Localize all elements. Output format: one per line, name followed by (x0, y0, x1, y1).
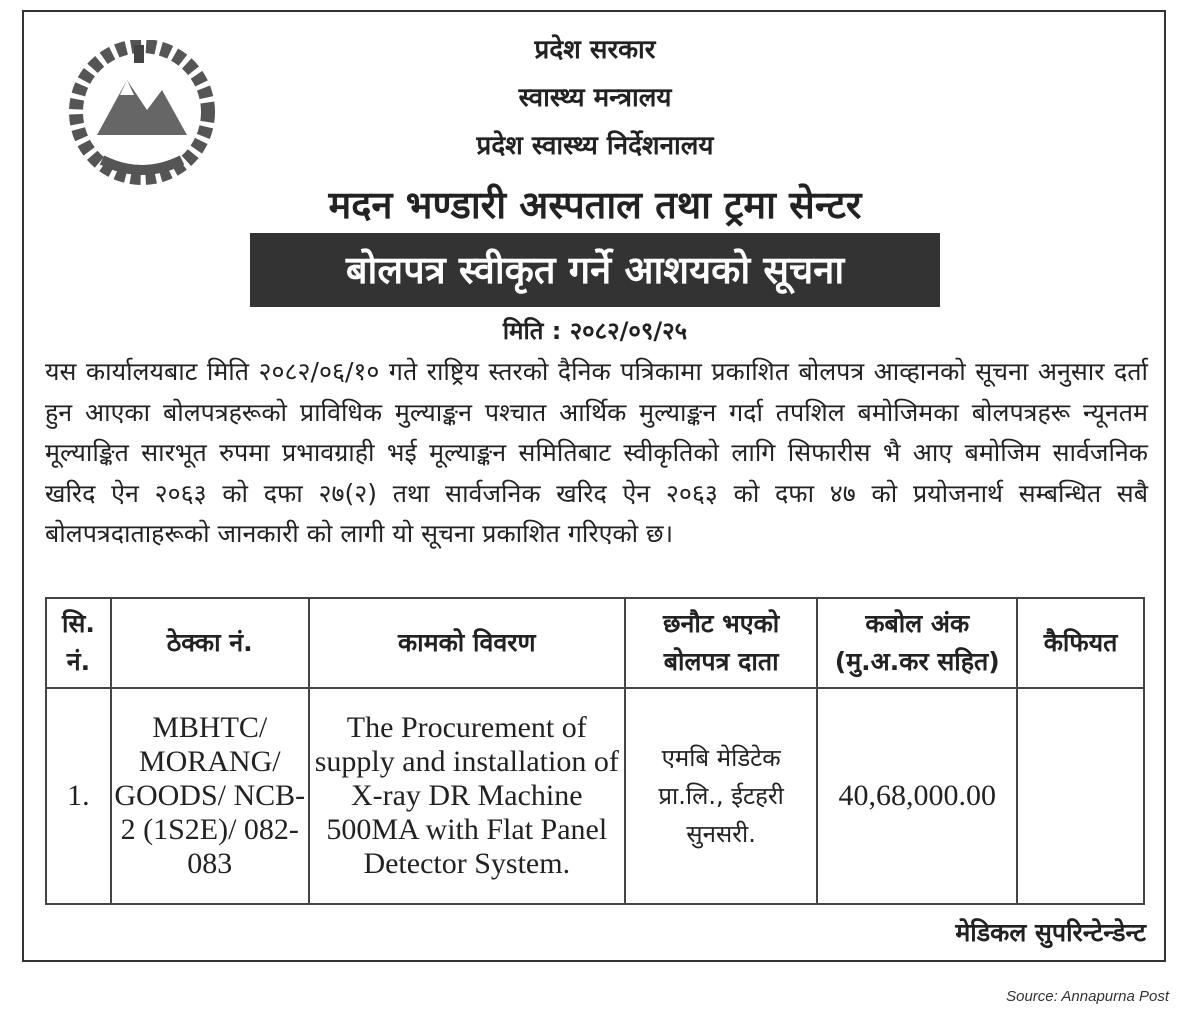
header-bidder: छनौट भएको बोलपत्र दाता (625, 598, 817, 688)
cell-bidder: एमबि मेडिटेक प्रा.लि., ईटहरी सुनसरी. (625, 688, 817, 904)
header-description: कामको विवरण (309, 598, 625, 688)
source-credit: Source: Annapurna Post (1006, 988, 1169, 1005)
notice-date: मिति : २०८२/०९/२५ (502, 317, 688, 345)
header-line-1: प्रदेश सरकार (534, 35, 656, 65)
header-sn: सि. नं. (46, 598, 111, 688)
cell-contract: MBHTC/ MORANG/ GOODS/ NCB-2 (1S2E)/ 082-083 (111, 688, 309, 904)
cell-description: The Procurement of supply and installation of X-ray DR Machine 500MA with Flat Panel Detector System. (309, 688, 625, 904)
header-contract: ठेक्का नं. (111, 598, 309, 688)
notice-title: बोलपत्र स्वीकृत गर्ने आशयको सूचना (250, 233, 940, 307)
notice-body: यस कार्यालयबाट मिति २०८२/०६/१० गते राष्ट्रिय स्तरको दैनिक पत्रिकामा प्रकाशित बोलपत्र आव्हानको सूचना अनुसार दर्ता हुन आएका बोलपत्रहरूको प्राविधिक मुल्याङ्कन पश्चात आर्थिक मुल्याङ्कन गर्दा तपशिल बमोजिमका बोलपत्रहरू न्यूनतम मूल्याङ्कित सारभूत रुपमा प्रभावग्राही भई मूल्याङ्कन समितिबाट स्वीकृतिको लागि सिफारीस भै आए बमोजिम सार्वजनिक खरिद ऐन २०६३ को दफा २७(२) तथा सार्वजनिक खरिद ऐन २०६३ को दफा ४७ को प्रयोजनार्थ सम्बन्धित सबै बोलपत्रदाताहरूको जानकारी को लागी यो सूचना प्रकाशित गरिएको छ। (45, 357, 1148, 548)
award-table (45, 597, 1145, 905)
table-header-row (46, 598, 1144, 688)
header-remarks: कैफियत (1017, 598, 1144, 688)
signature: मेडिकल सुपरिन्टेन्डेन्ट (955, 918, 1146, 947)
organization-name: मदन भण्डारी अस्पताल तथा ट्रमा सेन्टर (328, 183, 862, 227)
cell-remarks (1017, 688, 1144, 904)
cell-sn: 1. (46, 688, 111, 904)
cell-amount: 40,68,000.00 (817, 688, 1017, 904)
header-line-3: प्रदेश स्वास्थ्य निर्देशनालय (476, 131, 714, 161)
header-line-2: स्वास्थ्य मन्त्रालय (518, 83, 672, 113)
government-emblem-icon (62, 40, 222, 185)
table-row (46, 688, 1144, 904)
header-amount: कबोल अंक (मु.अ.कर सहित) (817, 598, 1017, 688)
